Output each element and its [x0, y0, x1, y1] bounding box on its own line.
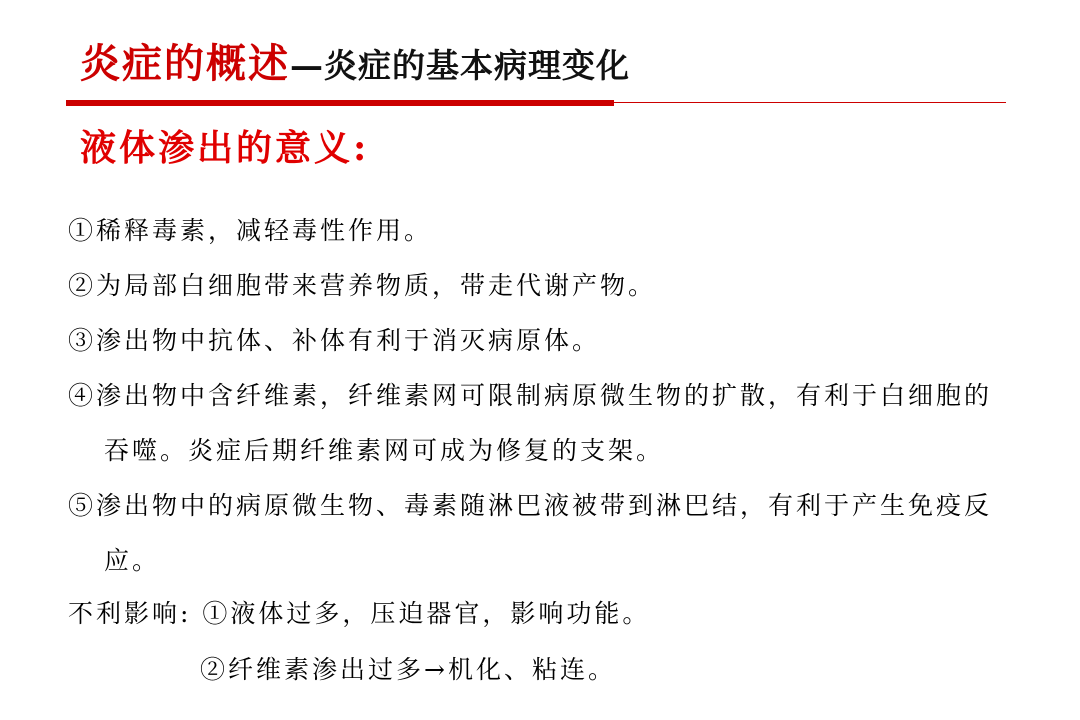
- adverse-first-line: [68, 586, 1018, 642]
- adverse-effects: [68, 586, 1018, 698]
- list-item: ④渗出物中含纤维素，纤维素网可限制病原微生物的扩散，有利于白细胞的吞噬。炎症后期纤维素网可成为修复的支架。: [68, 381, 993, 465]
- significance-list: [68, 203, 1018, 588]
- title-separator: —: [290, 46, 324, 85]
- adverse-second-line: [68, 642, 1018, 698]
- title-underline-thick: [66, 100, 614, 106]
- adverse-item: ②纤维素渗出过多→机化、粘连。: [200, 655, 616, 684]
- title-subtitle: 炎症的基本病理变化: [324, 46, 630, 85]
- adverse-item: ①液体过多，压迫器官，影响功能。: [202, 599, 651, 628]
- slide-title: [80, 40, 630, 87]
- list-item: ③渗出物中抗体、补体有利于消灭病原体。: [68, 326, 601, 355]
- list-item: ②为局部白细胞带来营养物质，带走代谢产物。: [68, 271, 657, 300]
- list-item: ①稀释毒素，减轻毒性作用。: [68, 216, 433, 245]
- adverse-label: 不利影响:: [68, 599, 192, 628]
- title-main: 炎症的概述: [80, 40, 290, 87]
- list-item: ⑤渗出物中的病原微生物、毒素随淋巴液被带到淋巴结，有利于产生免疫反应。: [68, 491, 993, 575]
- section-heading: 液体渗出的意义:: [80, 127, 370, 169]
